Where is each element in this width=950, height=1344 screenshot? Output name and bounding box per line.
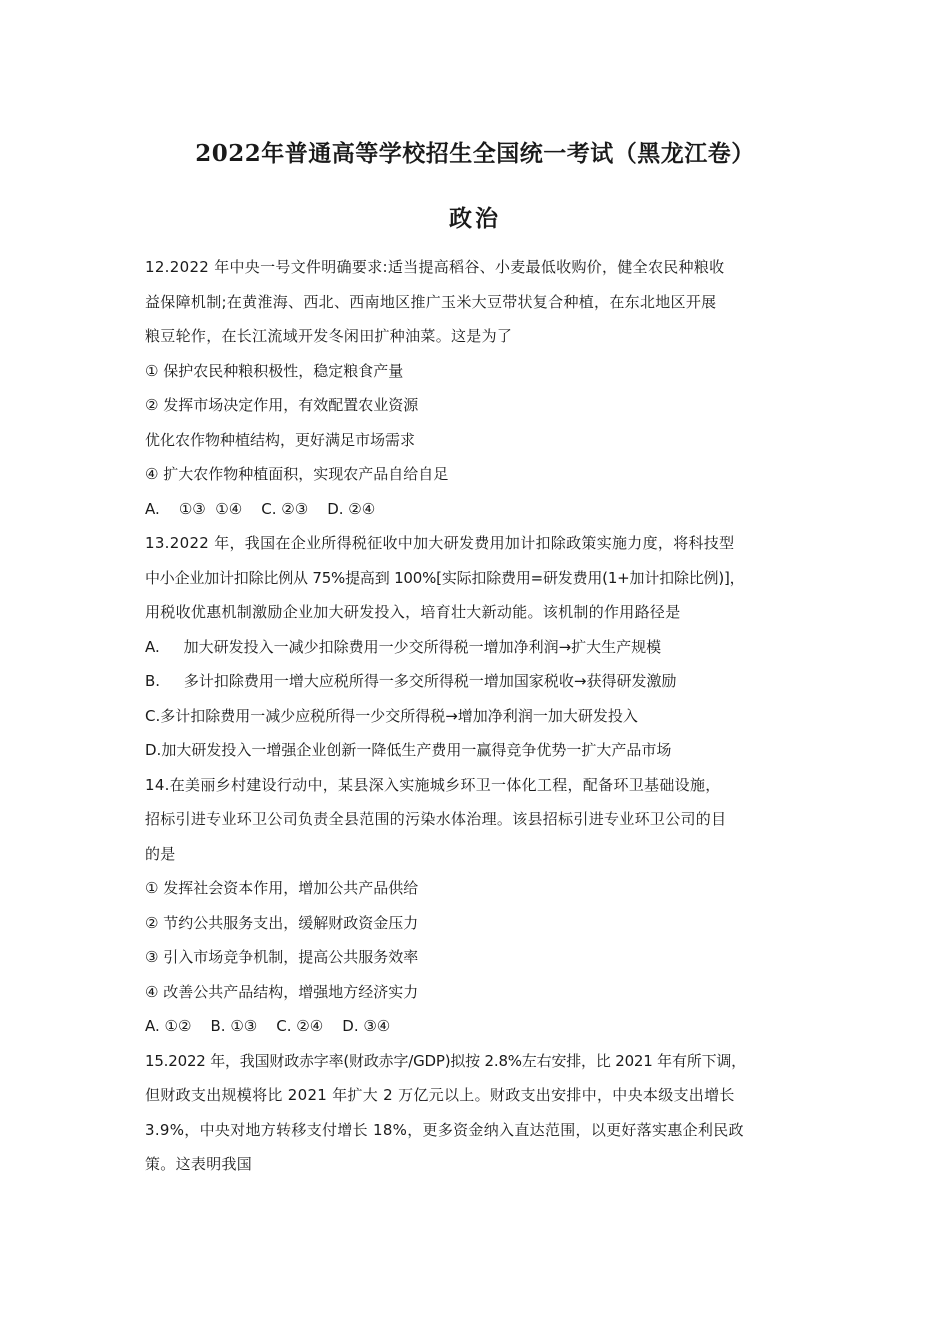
answer-option: B. 多计扣除费用一增大应税所得一多交所得税一增加国家税收→获得研发激励 (145, 672, 677, 690)
answer-options: A. ①③ ①④ C. ②③ D. ②④ (145, 499, 376, 518)
statement-item: ③ 引入市场竞争机制，提高公共服务效率 (145, 948, 419, 966)
statement-item: ① 发挥社会资本作用，增加公共产品供给 (145, 879, 419, 897)
question-13 (145, 526, 825, 768)
question-stem-line: 但财政支出规模将比 2021 年扩大 2 万亿元以上。财政支出安排中，中央本级支出增长 (145, 1086, 735, 1104)
question-stem-line: 粮豆轮作，在长江流域开发冬闲田扩种油菜。这是为了 (145, 327, 513, 345)
answer-option: D.加大研发投入一增强企业创新一降低生产费用一赢得竞争优势一扩大产品市场 (145, 741, 672, 759)
question-stem-line: 益保障机制;在黄淮海、西北、西南地区推广玉米大豆带状复合种植，在东北地区开展 (145, 292, 717, 311)
statement-item: ④ 扩大农作物种植面积，实现农产品自给自足 (145, 465, 449, 483)
question-14 (145, 768, 825, 1044)
question-stem-line: 3.9%，中央对地方转移支付增长 18%，更多资金纳入直达范围，以更好落实惠企利民政 (145, 1120, 744, 1139)
question-15 (145, 1044, 825, 1182)
question-stem-line: 15.2022 年，我国财政赤字率(财政赤字/GDP)拟按 2.8%左右安排，比 2021 年有所下调， (145, 1051, 746, 1070)
question-stem-line: 13.2022 年，我国在企业所得税征收中加大研发费用加计扣除政策实施力度，将科技型 (145, 534, 735, 552)
question-stem-line: 14.在美丽乡村建设行动中，某县深入实施城乡环卫一体化工程，配备环卫基础设施， (145, 775, 721, 794)
question-stem-line: 策。这表明我国 (145, 1155, 253, 1173)
statement-item: ④ 改善公共产品结构，增强地方经济实力 (145, 982, 419, 1001)
statement-item: ② 发挥市场决定作用，有效配置农业资源 (145, 396, 419, 414)
question-stem-line: 12.2022 年中央一号文件明确要求:适当提高稻谷、小麦最低收购价，健全农民种粮收 (145, 258, 725, 276)
answer-option: A. 加大研发投入一减少扣除费用一少交所得税一增加净利润→扩大生产规模 (145, 637, 662, 656)
statement-item: 优化农作物种植结构，更好满足市场需求 (145, 430, 416, 449)
question-12 (145, 250, 825, 526)
question-stem-line: 的是 (145, 844, 176, 863)
document-subject: 政治 (449, 205, 501, 232)
answer-options: A. ①② B. ①③ C. ②④ D. ③④ (145, 1017, 391, 1035)
statement-item: ② 节约公共服务支出，缓解财政资金压力 (145, 913, 419, 932)
document-title: 2022年普通高等学校招生全国统一考试（黑龙江卷） (195, 140, 755, 167)
statement-item: ① 保护农民种粮积极性，稳定粮食产量 (145, 361, 404, 380)
answer-option: C.多计扣除费用一减少应税所得一少交所得税→增加净利润一加大研发投入 (145, 706, 638, 725)
question-stem-line: 中小企业加计扣除比例从 75%提高到 100%[实际扣除费用=研发费用(1+加计扣除比例)]， (145, 568, 745, 587)
question-stem-line: 用税收优惠机制激励企业加大研发投入，培育壮大新动能。该机制的作用路径是 (145, 603, 681, 621)
document-body (145, 250, 825, 1182)
question-stem-line: 招标引进专业环卫公司负责全县范围的污染水体治理。该县招标引进专业环卫公司的目 (145, 810, 727, 828)
